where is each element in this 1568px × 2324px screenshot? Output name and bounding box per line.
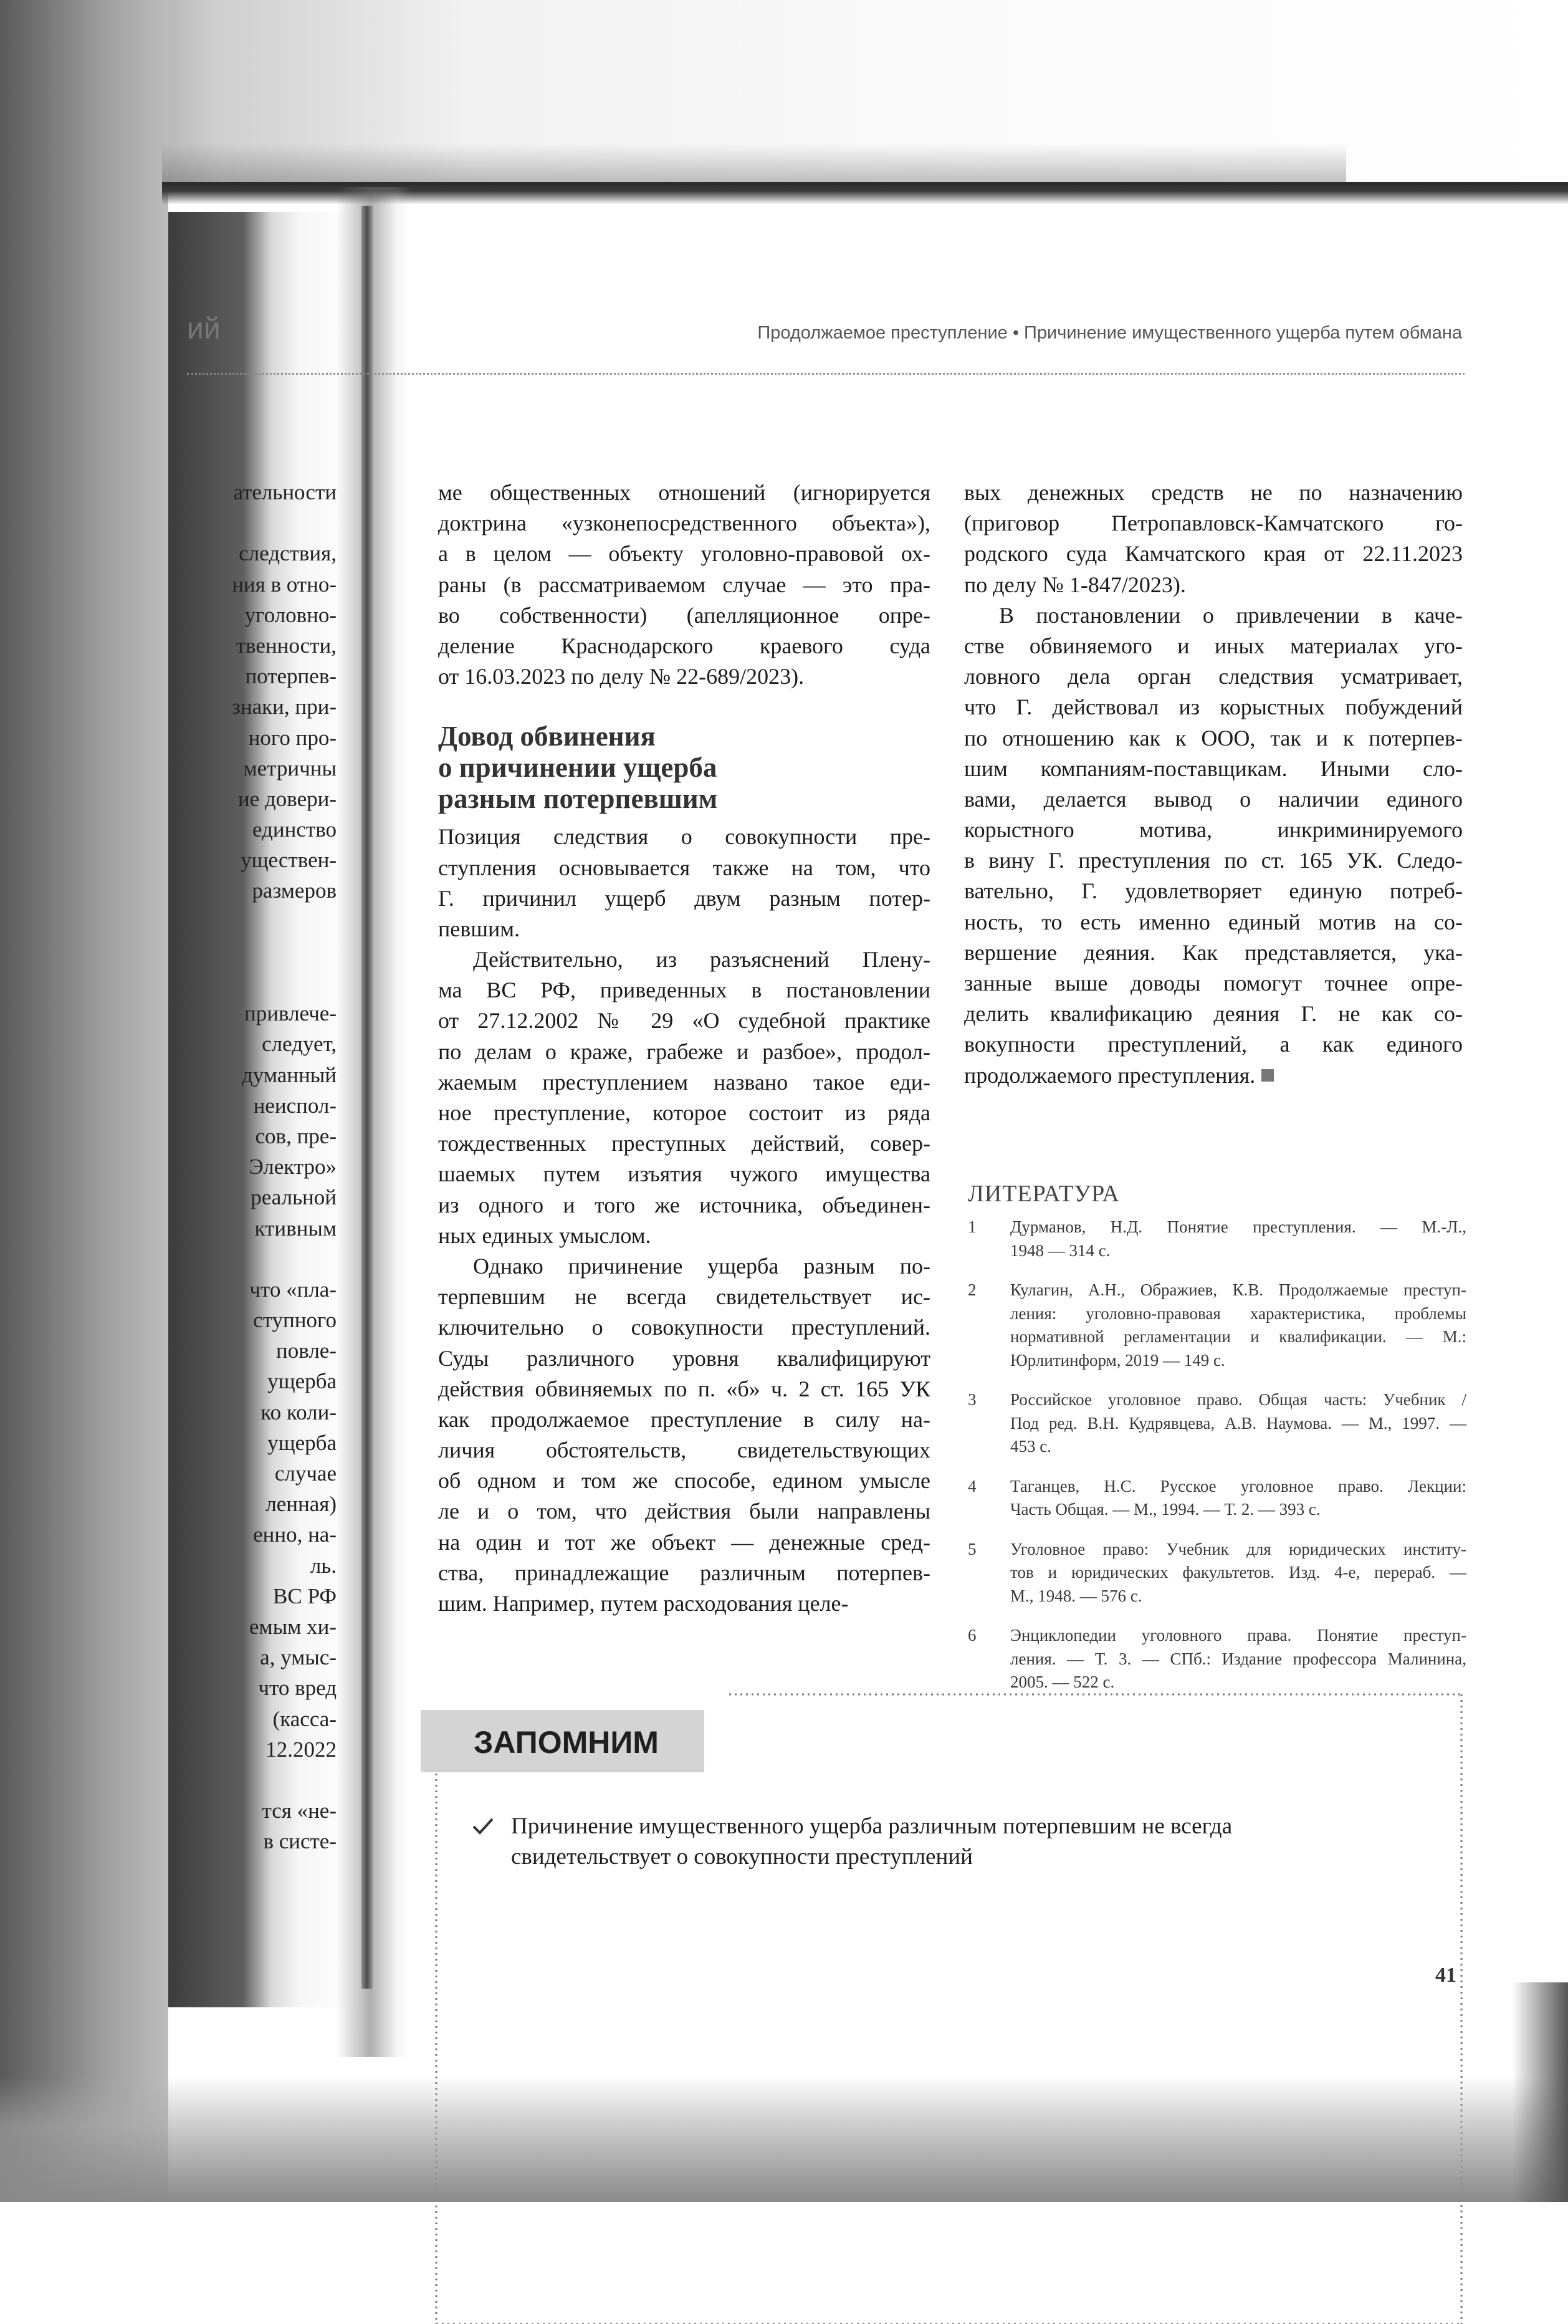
text-column-right: [964, 478, 1463, 1091]
literature-item: [968, 1216, 1466, 1262]
text-line: от 16.03.2023 по делу № 22-689/2023).: [438, 664, 805, 689]
text-line: доктрина «узконепосредственного объекта»),: [438, 511, 930, 536]
fragment-line: думанный: [242, 1062, 337, 1087]
fragment-line: [174, 1765, 337, 1795]
text-line: а в целом — объекту уголовно-правовой ох-: [438, 541, 930, 567]
fragment-line: уществен-: [241, 848, 337, 873]
fragment-line: ательности: [233, 480, 337, 504]
fragment-line: в систе-: [263, 1829, 337, 1854]
literature-heading: ЛИТЕРАТУРА: [968, 1181, 1120, 1207]
text-line: В постановлении о привлечении в каче-: [999, 602, 1463, 628]
literature-item-line: Энциклопедии уголовного права. Понятие преступ-: [1010, 1626, 1466, 1645]
text-line: как продолжаемое преступление в силу на-: [438, 1406, 930, 1432]
fragment-line: ВС РФ: [273, 1583, 337, 1608]
remember-line: Причинение имущественного ущерба различным потерпевшим не всегда: [511, 1813, 1233, 1839]
remember-item-text: [471, 1811, 1443, 1872]
fragment-line: уголовно-: [244, 602, 337, 627]
literature-item-line: Уголовное право: Учебник для юридических институ-: [1010, 1539, 1466, 1558]
literature-item-line: Дурманов, Н.Д. Понятие преступления. — М.-Л.,: [1010, 1217, 1466, 1236]
text-line: ме общественных отношений (игнорируется: [438, 480, 930, 505]
fragment-line: сов, пре-: [255, 1123, 337, 1148]
text-line: шим. Например, путем расходования целе-: [438, 1591, 849, 1616]
remember-line: свидетельствует о совокупности преступлений: [511, 1844, 973, 1870]
previous-page-title-fragment: ий: [187, 312, 221, 345]
fragment-line: что вред: [258, 1676, 337, 1701]
literature-item-line: Кулагин, А.Н., Ображиев, К.В. Продолжаемые преступ-: [1010, 1280, 1466, 1299]
literature-item-number: 5: [968, 1539, 977, 1558]
fragment-line: (касса-: [272, 1706, 337, 1731]
fragment-line: а, умыс-: [260, 1645, 337, 1670]
literature-item-line: ления. — Т. 3. — СПб.: Издание профессора Малинина,: [1010, 1649, 1466, 1668]
end-of-article-mark: [1261, 1069, 1274, 1082]
section-heading: [438, 721, 930, 814]
text-line: во собственности) (апелляционное опре-: [438, 602, 930, 628]
previous-page-text-fragment: [174, 477, 337, 1856]
text-line: занные выше доводы помогут точнее опре-: [964, 971, 1463, 996]
literature-item-line: тов и юридических факультетов. Изд. 4-е, перераб. —: [1010, 1563, 1466, 1582]
literature-item-line: Юрлитинформ, 2019 — 149 с.: [1010, 1350, 1225, 1370]
text-line: Действительно, из разъяснений Плену-: [473, 947, 930, 972]
literature-item-line: Российское уголовное право. Общая часть: Учебник /: [1010, 1390, 1466, 1409]
literature-item-number: 6: [968, 1626, 977, 1645]
text-line: вых денежных средств не по назначению: [964, 480, 1463, 505]
literature-item: [968, 1538, 1466, 1608]
literature-item-line: Часть Общая. — М., 1994. — Т. 2. — 393 с.: [1010, 1500, 1321, 1519]
heading-line: разным потерпевшим: [438, 783, 718, 815]
fragment-line: [174, 937, 337, 968]
text-line: раны (в рассматриваемом случае — это пра-: [438, 572, 930, 597]
fragment-line: [174, 906, 337, 937]
literature-item-line: 1948 — 314 с.: [1010, 1241, 1111, 1260]
text-line: вами, делается вывод о наличии единого: [964, 786, 1463, 812]
text-line: ства, принадлежащие различным потерпев-: [438, 1560, 930, 1585]
text-line: об одном и том же способе, едином умысле: [438, 1468, 930, 1494]
fragment-line: неиспол-: [253, 1093, 337, 1118]
text-line: ключительно о совокупности преступлений.: [438, 1315, 930, 1340]
text-line: от 27.12.2002 № 29 «О судебной практике: [438, 1008, 930, 1034]
text-line: тождественных преступных действий, совер-: [438, 1131, 930, 1156]
text-line: ное преступление, которое состоит из ряда: [438, 1100, 930, 1125]
text-line: по отношению как к ООО, так и к потерпев-: [964, 725, 1463, 751]
fragment-line: ущерба: [267, 1369, 337, 1394]
text-line: ма ВС РФ, приведенных в постановлении: [438, 977, 930, 1003]
scan-shadow-fold: [162, 143, 1346, 187]
text-line: Позиция следствия о совокупности пре-: [438, 824, 930, 850]
literature-item-line: 453 с.: [1010, 1437, 1051, 1456]
text-line: в вину Г. преступления по ст. 165 УК. Следо-: [964, 848, 1463, 873]
text-line: Г. причинил ущерб двум разным потер-: [438, 885, 930, 911]
fragment-line: метричны: [243, 756, 337, 780]
text-line: вокупности преступлений, а как единого: [964, 1032, 1463, 1057]
literature-item-number: 2: [968, 1280, 977, 1299]
fragment-line: [174, 968, 337, 998]
book-gutter-shadow: [337, 187, 411, 2057]
fragment-line: ущерба: [267, 1430, 337, 1455]
text-line: личия обстоятельств, свидетельствующих: [438, 1438, 930, 1463]
fragment-line: ие довери-: [237, 786, 337, 811]
text-line: ле и о том, что действия были направлены: [438, 1499, 930, 1524]
fragment-line: ступного: [253, 1308, 337, 1333]
literature-item-line: ления: уголовно-правовая характеристика, проблемы: [1010, 1304, 1466, 1323]
scan-shadow-corner: [1512, 1982, 1568, 2202]
literature-item-number: 4: [968, 1476, 977, 1496]
text-line: певшим.: [438, 916, 520, 941]
fragment-line: енно, на-: [253, 1522, 337, 1547]
text-line: по делу № 1-847/2023).: [964, 572, 1186, 597]
fragment-line: повле-: [276, 1338, 337, 1363]
scan-shadow-left: [0, 0, 168, 2202]
remember-box: [436, 1694, 1461, 2324]
fragment-line: потерпев-: [245, 664, 337, 689]
fragment-line: ного про-: [248, 725, 337, 750]
fragment-line: тся «не-: [262, 1798, 337, 1823]
paragraph-continued: [438, 478, 930, 692]
book-spine: [361, 206, 373, 1989]
fragment-line: ль.: [310, 1553, 337, 1578]
text-line: ность, то есть именно единый мотив на со-: [964, 909, 1463, 934]
text-line: что Г. действовал из корыстных побуждений: [964, 694, 1463, 720]
remember-label-tab: [421, 1710, 704, 1772]
text-line: ных единых умыслом.: [438, 1222, 651, 1248]
fragment-line: что «пла-: [249, 1277, 337, 1302]
fragment-line: следует,: [262, 1032, 337, 1057]
fragment-line: ктивным: [254, 1216, 337, 1241]
text-line: на один и тот же объект — денежные сред-: [438, 1529, 930, 1555]
fragment-line: ко коли-: [261, 1400, 337, 1424]
page-number: 41: [1435, 1964, 1456, 1987]
remember-label: ЗАПОМНИМ: [474, 1725, 659, 1760]
text-line: продолжаемого преступления.: [964, 1060, 1463, 1091]
literature-item-number: 1: [968, 1217, 977, 1236]
literature-item-line: М., 1948. — 576 с.: [1010, 1586, 1142, 1605]
fragment-line: 12.2022: [265, 1737, 337, 1762]
paragraph: [438, 1251, 930, 1619]
literature-list: [968, 1216, 1466, 1711]
fragment-line: следствия,: [239, 541, 337, 566]
text-line: шим компаниям-поставщикам. Иными сло-: [964, 756, 1463, 781]
text-line: действия обвиняемых по п. «б» ч. 2 ст. 165 УК: [438, 1376, 930, 1401]
text-line: вершение деяния. Как представляется, ука-: [964, 939, 1463, 965]
text-line: из одного и того же источника, объединен-: [438, 1192, 930, 1217]
running-header: Продолжаемое преступление • Причинение имущественного ущерба путем обмана: [757, 323, 1462, 343]
fragment-line: ленная): [265, 1492, 337, 1517]
literature-item-number: 3: [968, 1390, 977, 1409]
checkmark-icon: [471, 1813, 495, 1838]
text-line: ловного дела орган следствия усматривает,: [964, 664, 1463, 689]
text-line: терпевшим не всегда свидетельствует ис-: [438, 1284, 930, 1310]
fragment-line: случае: [274, 1461, 337, 1486]
literature-item-line: Под ред. В.Н. Кудрявцева, А.В. Наумова. — М., 1997. —: [1010, 1413, 1466, 1433]
literature-item: [968, 1624, 1466, 1694]
fragment-line: [174, 1244, 337, 1274]
remember-item: [471, 1811, 1443, 1872]
fragment-line: [174, 507, 337, 538]
fragment-line: твенности,: [236, 633, 337, 658]
paragraph: [964, 600, 1463, 1091]
text-line: родского суда Камчатского края от 22.11.2023: [964, 541, 1463, 567]
literature-item-line: нормативной регламентации и квалификации. — М.:: [1010, 1327, 1466, 1346]
literature-item-line: Таганцев, Н.С. Русское уголовное право. Лекции:: [1010, 1476, 1466, 1496]
header-divider: [187, 373, 1465, 375]
text-line: Суды различного уровня квалифицируют: [438, 1345, 930, 1371]
text-column-left: [438, 478, 930, 1619]
text-line: (приговор Петропавловск-Камчатского го-: [964, 511, 1463, 536]
fragment-line: размеров: [252, 878, 337, 903]
paragraph: [438, 822, 930, 944]
text-line: вательно, Г. удовлетворяет единую потреб-: [964, 878, 1463, 904]
literature-item-line: 2005. — 522 с.: [1010, 1673, 1115, 1691]
text-line: делить квалификацию деяния Г. не как со-: [964, 1001, 1463, 1027]
fragment-line: ния в отно-: [232, 572, 337, 597]
heading-line: о причинении ущерба: [438, 752, 717, 784]
literature-item: [968, 1279, 1466, 1372]
fragment-line: привлече-: [244, 1001, 337, 1026]
text-line: деление Краснодарского краевого суда: [438, 633, 930, 658]
text-line: корыстного мотива, инкриминируемого: [964, 817, 1463, 843]
text-line: ступления основывается также на том, что: [438, 855, 930, 880]
paragraph-continued: [964, 478, 1463, 600]
text-line: по делам о краже, грабеже и разбое», продол-: [438, 1039, 930, 1064]
fragment-line: Электро»: [249, 1155, 337, 1179]
literature-item: [968, 1388, 1466, 1459]
fragment-line: реальной: [251, 1185, 337, 1210]
text-line: стве обвиняемого и иных материалах уго-: [964, 633, 1463, 658]
fragment-line: единство: [252, 817, 337, 842]
text-line: Однако причинение ущерба разным по-: [473, 1253, 930, 1279]
text-line: шаемых путем изъятия чужого имущества: [438, 1161, 930, 1187]
scan-shadow-bottom: [0, 2076, 1568, 2202]
fragment-line: емым хи-: [249, 1614, 337, 1639]
fragment-line: знаки, при-: [232, 694, 337, 719]
text-line: жаемым преступлением названо такое еди-: [438, 1069, 930, 1095]
paragraph: [438, 944, 930, 1251]
heading-line: Довод обвинения: [438, 721, 656, 752]
literature-item: [968, 1475, 1466, 1522]
